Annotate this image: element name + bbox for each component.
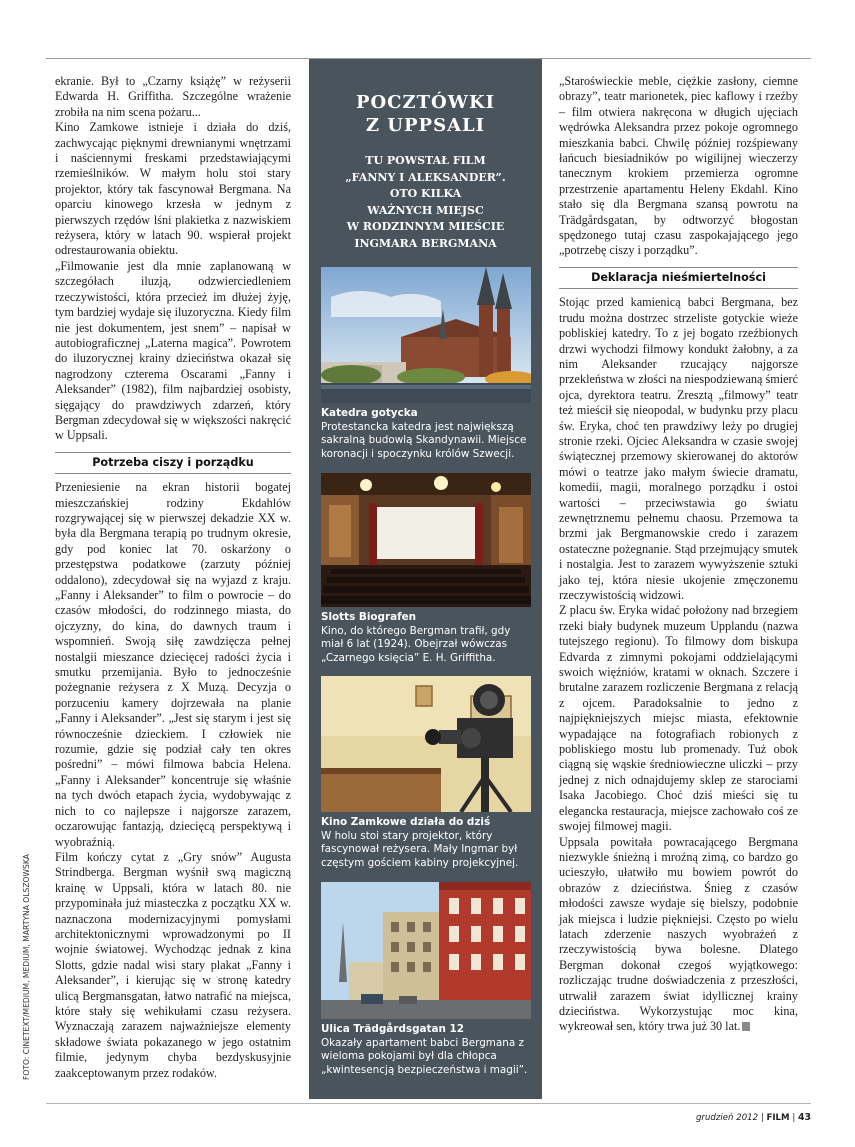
sidebar-subtitle-line: „FANNY I ALEKSANDER”.: [345, 170, 506, 184]
magazine-name: FILM: [766, 1113, 790, 1123]
sidebar-subtitle-line: OTO KILKA: [389, 187, 462, 200]
paragraph-text: Uppsala powitała powracającego Bergmana niezwykle śnieżną i mroźną zimą, co bardzo go ucieszyło, ułatwiło mu bowiem powrót do obrazów z dzieciństwa. Śnieg z czasów młodości zawsze wydaje się bielszy, podobnie jak miejsca i ludzie piękniejsi. Często po wielu latach zderzenie naszych wyobrażeń z rzeczywistością bywa bolesne. Dlatego Bergman dokonał czegoś wyjątkowego: rozliczając trudne doświadczenia z przeszłości, utrwalił zarazem świat idyllicznej krainy dzieciństwa. Wykorzystując moc kina, wykreował sen, który trwa już 30 lat.: [559, 834, 798, 1034]
caption-title: Slotts Biografen: [321, 611, 417, 623]
photo-caption: [321, 407, 535, 461]
projector-photo: [321, 676, 531, 812]
paragraph: Z placu św. Eryka widać położony nad brzegiem rzeki biały budynek muzeum Upplandu (nazwa tutejszego regionu). To filmowy dom biskupa Edvarda z zimnymi pokojami oddzielającymi swoich więźniów, kratami w oknach. Szczere i brutalne zarazem rozliczenie Bergmana z relacją z ojcem. Paradoksalnie to jedno z najpiękniejszych miejsc miasta, efektownie wypadające na fotografiach robionych z pobliskiego mostu lub promenady. Tuż obok ciągną się wąskie średniowieczne uliczki – przy jednej z nich odnajdujemy sklep ze starociami Isaka Jacobiego. Choć dziś mieści się tu elegancka restauracja, miejsce zachowało coś ze swojej filmowej magii.: [559, 603, 798, 834]
paragraph: ekranie. Był to „Czarny książę” w reżyserii Edwarda H. Griffitha. Szczególne wrażenie zrobiła na nim scena pożaru...: [55, 74, 291, 119]
caption-text: Okazały apartament babci Bergmana z wieloma pokojami był dla chłopca „kwintesencją bezpieczeństwa i magii”.: [321, 1036, 528, 1076]
paragraph: [559, 835, 798, 1035]
postcards-sidebar: [309, 59, 542, 1099]
footer-separator: |: [792, 1113, 798, 1123]
footer-separator: |: [760, 1113, 767, 1123]
sidebar-subtitle: [319, 153, 532, 252]
paragraph: Przeniesienie na ekran historii bogatej mieszczańskiej rodziny Ekdahlów rozgrywającej się w pierwszej dekadzie XX w. była dla Bergmana terapią po trudnym okresie, gdy pod koniec lat 70. oskarżony o przestępstwa podatkowe (zarzuty później oddalono), zdecydował się na wyjazd z kraju. „Fanny i Aleksander” to film o powrocie – do czasów młodości, do rodzinnego miasta, do ojczyzny, do kina, do dawnych traum i wspomnień. Swoją siłę zawdzięcza pełnej nostalgii mieszance dziecięcej radości życia i smutku przemijania. Było to jednocześnie pożegnanie reżysera z X Muzą. Decyzja o porzuceniu kamery dojrzewała na planie „Fanny i Aleksander”. „Jest się starym i jest się równocześnie dzieckiem. I człowiek nie rozumie, gdzie się podział cały ten okres pośredni” – mówi filmowa babcia Helena. „Fanny i Aleksander” koncentruje się właśnie na tych dwóch etapach życia, wydobywając z nich to co najlepsze i najgorsze zarazem, oczarowując fantazją, dziecięcą perspektywą i wyobraźnią.: [55, 480, 291, 849]
photo-credit: FOTO: CINETEXT/MEDIUM, MEDIUM, MARTYNA OLSZOWSKA: [22, 854, 31, 1080]
caption-text: W holu stoi stary projektor, który fascynował reżysera. Mały Ingmar był częstym gościem kabiny projekcyjnej.: [321, 829, 519, 869]
caption-title: Ulica Trädgårdsgatan 12: [321, 1023, 464, 1035]
photo-caption: [321, 816, 535, 870]
paragraph: „Staroświeckie meble, ciężkie zasłony, ciemne obrazy”, teatr marionetek, piec kaflowy i rzeźby – film otwiera nakręcona w długich ujęciach wędrówka Aleksandra przez pokoje ogromnego mieszkania babci. Chwilę później rozśpiewany łańcuch biesiadników po wigilijnej wieczerzy tanecznym krokiem przemierza ogromne przestrzenie apartamentu Heleny Ekdahl. Kino stało się dla Bergmana szansą powrotu na Trädgårdsgatan, by odtworzyć błogostan spędzonego tutaj czasu zaspokajającego jego „potrzebę ciszy i porządku”.: [559, 74, 798, 258]
page-footer: [696, 1112, 811, 1123]
caption-title: Katedra gotycka: [321, 407, 418, 419]
sidebar-subtitle-line: INGMARA BERGMANA: [354, 236, 497, 250]
cinema-hall-photo: [321, 473, 531, 607]
cathedral-photo: [321, 267, 531, 403]
issue-date: grudzień 2012: [695, 1113, 759, 1123]
section-heading: Potrzeba ciszy i porządku: [55, 452, 291, 474]
sidebar-subtitle-line: W RODZINNYM MIEŚCIE: [346, 220, 505, 233]
sidebar-title: [309, 91, 542, 137]
sidebar-subtitle-line: TU POWSTAŁ FILM: [365, 154, 486, 167]
paragraph: Stojąc przed kamienicą babci Bergmana, bez trudu można dostrzec strzeliste gotyckie wieże pobliskiej katedry. To z jej bogato rzeźbionych drzwi wychodzi filmowy kondukt żałobny, a za nim Aleksander rzucający najgorsze przekleństwa w złości na niespodziewaną śmierć ojca, dyrektora teatru. Zresztą „filmowy” teatr też mieścił się nieopodal, w budynku przy placu św. Eryka, choć ten prawdziwy leży po drugiej stronie rzeki. Ojciec Aleksandra w czasie swojej świątecznej przemowy skierowanej do aktorów mówi o teatrze jako małym świecie dramatu, komedii, magii, moralnego porządku i ostoi wartości – przeciwstawia go światu zewnętrznemu pełnemu chaosu. Przemowa ta brzmi jak Bergmanowskie credo i zarazem ostateczne pożegnanie. Stąd przejmujący smutek i nostalgia. Jest to zarazem wywyższenie sztuki jako tej, która niesie ukojenie zmęczonemu rzeczywistością widzowi.: [559, 295, 798, 602]
paragraph: Kino Zamkowe istnieje i działa do dziś, zachwycając pięknymi drewnianymi wnętrzami i naściennymi freskami przedstawiającymi rzemieślników. W małym holu stoi stary projektor, który tak fascynował Bergmana. Na oparciu kinowego krzesła w jednym z pierwszych rzędów lśni plakietka z nazwiskiem reżysera, który w latach 90. wspierał projekt odrestaurowania obiektu.: [55, 120, 291, 258]
caption-text: Kino, do którego Bergman trafił, gdy miał 6 lat (1924). Obejrzał wówczas „Czarnego księcia” E. H. Griffitha.: [321, 624, 511, 664]
bottom-rule: [46, 1103, 811, 1104]
caption-text: Protestancka katedra jest największą sakralną budowlą Skandynawii. Miejsce koronacji i spoczynku królów Szwecji.: [321, 420, 527, 460]
end-of-article-icon: [742, 1022, 750, 1031]
photo-caption: [321, 611, 535, 665]
article-column-3: [559, 74, 798, 1035]
section-heading: Deklaracja nieśmiertelności: [559, 267, 798, 289]
page-number: 43: [797, 1112, 811, 1123]
sidebar-title-line: Z UPPSALI: [365, 115, 486, 136]
sidebar-subtitle-line: WAŻNYCH MIEJSC: [367, 203, 484, 217]
caption-title: Kino Zamkowe działa do dziś: [321, 816, 491, 828]
sidebar-title-line: POCZTÓWKI: [355, 92, 496, 113]
paragraph: „Filmowanie jest dla mnie zaplanowaną w szczegółach iluzją, odzwierciedleniem rzeczywistości, która przecież im dłużej żyję, tym bardziej wydaje się iluzoryczna. Kiedy film nie jest dokumentem, jest snem” – napisał w autobiograficznej „Laterna magica”. Powrotem do iluzorycznej krainy dzieciństwa okazał się nagrodzony czterema Oscarami „Fanny i Aleksander” (1982), film najbardziej osobisty, sięgający do prawdziwych zdarzeń, który Bergman zdecydował się w większości nakręcić w Uppsali.: [55, 258, 291, 443]
article-column-1: [55, 74, 291, 1081]
paragraph: Film kończy cytat z „Gry snów” Augusta Strindberga. Bergman wyśnił swą magiczną krainę w Uppsali, która w latach 80. nie przypominała już miasteczka z początku XX w. naznaczona modernizacyjnymi pomysłami architektonicznymi wprowadzonymi po II wojnie światowej. Wychodząc jednak z kina Slotts, gdzie nadal wisi stary plakat „Fanny i Aleksander”, i kierując się w stronę katedry ulicą Bergmansgatan, łatwo natrafić na miejsca, które stały się wehikułami czasu reżysera. Wyznaczają zarazem najważniejsze elementy składowe świata pokazanego w jego ostatnim filmie, jedynym chyba bezdyskusyjnie zaakceptowanym przez rodaków.: [55, 849, 291, 1080]
photo-caption: [321, 1023, 535, 1077]
street-photo: [321, 882, 531, 1019]
